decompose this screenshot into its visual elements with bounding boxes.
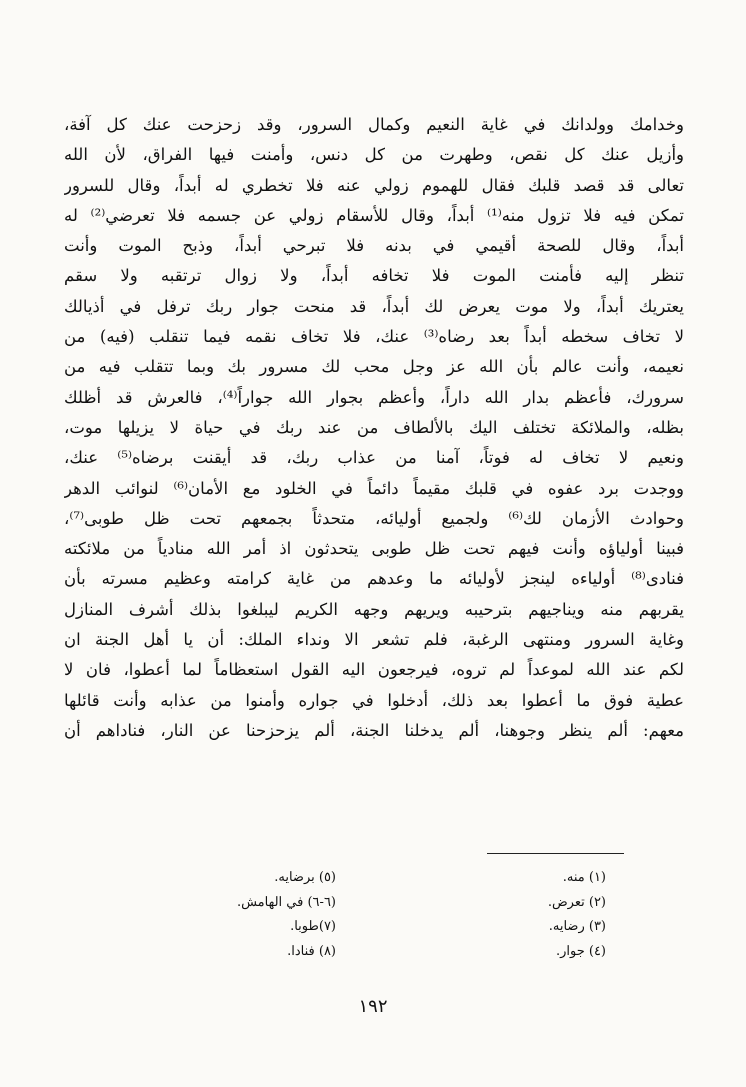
text-line: بظله، والملائكة تختلف اليك بالألطاف من عند ربك في حياة لا يزيلها موت،: [64, 417, 684, 437]
page-number: ١٩٢: [358, 996, 388, 1017]
footnote: (٨) فنادا.: [287, 943, 336, 959]
text-line: أبداً، وقال للصحة أقيمي في بدنه فلا تبرحي أبداً، وذبح الموت وأنت: [64, 236, 684, 256]
footnotes-right-column: [548, 866, 606, 964]
text-line: فنادى⁽⁸⁾ أولياءه لينجز لأوليائه ما وعدهم من غاية كرامته وعظيم مسرته بأن: [64, 569, 684, 589]
footnote: (٦-٦) في الهامش.: [236, 894, 336, 910]
text-line: نعيمه، وأنت عالم بأن الله عز وجل محب لك مسرور بك وبما تتقلب فيه من: [64, 357, 684, 377]
text-line: تمكن فيه فلا تزول منه⁽¹⁾ أبداً، وقال للأسقام زولي عن جسمه فلا تعرضي⁽²⁾ له: [64, 205, 684, 225]
text-line: عطية فوق ما أعطوا بعد ذلك، أدخلوا في جواره وأمنوا من عذابه وأنت قائلها: [64, 690, 684, 710]
text-line: ووجدت برد عفوه في قلبك مقيماً دائماً في الخلود مع الأمان⁽⁶⁾ لنوائب الدهر: [64, 478, 684, 498]
footnotes-left-column: [237, 866, 336, 964]
footnote: (٣) رضايه.: [548, 919, 606, 934]
text-line: يعتريك أبداً، ولا موت يعرض لك أبداً، قد منحت جوار ربك ترفل في أذيالك: [64, 296, 684, 316]
footnote: (٤) جوار.: [555, 943, 606, 959]
text-line: سرورك، فأعظم بدار الله داراً، وأعظم بجوار الله جواراً⁽⁴⁾، فالعرش قد أظلك: [64, 387, 684, 407]
footnote: (١) منه.: [562, 870, 606, 885]
text-line: معهم: ألم ينظر وجوهنا، ألم يدخلنا الجنة، ألم يزحزحنا عن النار، فناداهم أن: [64, 720, 684, 740]
footnote: (٧)طوبا.: [290, 919, 336, 934]
text-line: تنظر إليه فأمنت الموت فلا تخافه أبداً، ولا زوال ترتقبه ولا سقم: [64, 266, 684, 286]
text-line: فبينا أولياؤه وأنت فيهم تحت ظل طوبى يتحدثون اذ أمر الله منادياً من ملائكته: [64, 539, 684, 559]
footnote: (٢) تعرض.: [547, 894, 606, 910]
text-line: وأزيل عنك كل نقص، وطهرت من كل دنس، وأمنت فيها الفراق، لأن الله: [64, 145, 684, 165]
footnote-divider: [487, 853, 624, 854]
text-line: لكم عند الله لموعداً لم تروه، فيرجعون اليه القول استعظاماً لما أعطوا، فان لا: [64, 660, 684, 680]
text-line: تعالى قد قصد قلبك فقال للهموم زولي عنه فلا تخطري له أبداً، وقال للسرور: [64, 175, 684, 195]
text-line: وغاية السرور ومنتهى الرغبة، فلم تشعر الا ونداء الملك: أن يا أهل الجنة ان: [64, 630, 684, 650]
body-text: [64, 110, 684, 746]
text-line: يقربهم منه ويناجيهم بترحيبه ويريهم وجهه الكريم ليبلغوا بذلك أشرف المنازل: [64, 599, 684, 619]
text-line: ونعيم لا تخاف له فوتاً، آمنا من عذاب ربك، قد أيقنت برضاه⁽⁵⁾ عنك،: [64, 448, 684, 468]
text-line: وخدامك وولدانك في غاية النعيم وكمال السرور، وقد زحزحت عنك كل آفة،: [64, 115, 684, 134]
footnote: (٥) برضايه.: [274, 870, 336, 885]
text-line: وحوادث الأزمان لك⁽⁶⁾ ولجميع أوليائه، متحدثاً بجمعهم تحت ظل طوبى⁽⁷⁾،: [64, 508, 684, 528]
text-line: لا تخاف سخطه أبداً بعد رضاه⁽³⁾ عنك، فلا تخاف نقمه فيما تنقلب (فيه) من: [64, 327, 684, 347]
